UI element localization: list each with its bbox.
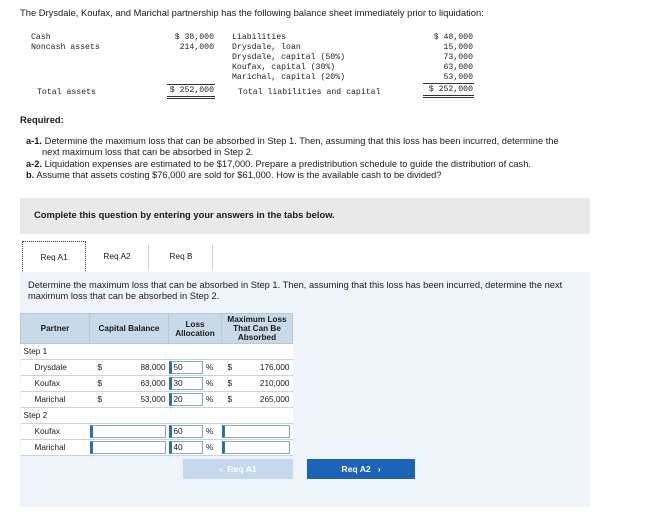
percent-sign: % — [205, 443, 214, 452]
partner-drysdale: Drysdale — [21, 360, 90, 376]
cash-label: Cash — [31, 33, 51, 42]
loss-allocation-marichal-step2-input[interactable]: 40 — [169, 441, 203, 454]
header-capital-balance: Capital Balance — [90, 314, 169, 344]
loss-allocation-koufax-step2-input[interactable]: 60 — [169, 425, 203, 438]
noncash-label: Noncash assets — [31, 43, 100, 52]
req-a1-text: Determine the maximum loss that can be absorbed in Step 1. Then, assuming that this loss has been incurred, determine the — [44, 136, 559, 146]
partner-marichal-step2: Marichal — [21, 440, 90, 456]
chevron-right-icon: › — [377, 464, 381, 474]
cash-value: $ 38,000 — [174, 33, 214, 42]
percent-sign: % — [205, 427, 214, 436]
step-1-label: Step 1 — [21, 344, 293, 360]
loss-allocation-marichal-input[interactable]: 20 — [169, 393, 203, 406]
max-loss-koufax-step2-input[interactable] — [222, 425, 290, 438]
problem-intro: The Drysdale, Koufax, and Marichal partnership has the following balance sheet immediately prior to liquidation: — [20, 7, 484, 18]
req-a2-tag: a-2. — [26, 159, 43, 169]
requirement-a1 — [26, 136, 636, 158]
next-tab-button[interactable] — [307, 459, 415, 479]
table-row — [21, 360, 293, 376]
chevron-left-icon: ‹ — [219, 464, 223, 474]
loan-label: Drysdale, loan — [232, 43, 301, 52]
table-row — [21, 424, 293, 440]
req-a1-text-2: next maximum loss that can be absorbed in Step 2. — [42, 147, 254, 157]
table-row — [21, 392, 293, 408]
required-heading: Required: — [20, 114, 64, 125]
tab-req-b[interactable]: Req B — [169, 251, 193, 261]
table-row — [21, 376, 293, 392]
req-b-tag: b. — [26, 170, 35, 180]
prev-tab-button[interactable] — [183, 459, 293, 479]
total-assets-label: Total assets — [37, 88, 96, 97]
max-loss-koufax: 210,000 — [259, 379, 290, 388]
drysdale-capital-value: 73,000 — [443, 53, 473, 62]
tab-req-a1[interactable]: Req A1 — [22, 241, 86, 273]
loss-allocation-koufax-input[interactable]: 30 — [169, 377, 203, 390]
capital-currency: $ — [97, 363, 103, 372]
instructions-text: Complete this question by entering your answers in the tabs below. — [34, 209, 335, 220]
question-text: Determine the maximum loss that can be absorbed in Step 1. Then, assuming that this loss has been incurred, determine the next maximum loss that can be absorbed in Step 2. — [28, 280, 563, 301]
liabilities-label: Liabilities — [232, 33, 287, 42]
requirement-b — [26, 170, 636, 181]
liabilities-value: $ 48,000 — [433, 33, 473, 42]
header-loss-allocation: Loss Allocation — [169, 314, 222, 344]
tab-req-a2[interactable]: Req A2 — [103, 251, 131, 261]
capital-currency: $ — [97, 379, 103, 388]
percent-sign: % — [205, 379, 214, 388]
total-assets-value: $ 252,000 — [169, 86, 214, 95]
drysdale-capital-label: Drysdale, capital (50%) — [232, 53, 346, 62]
loan-value: 15,000 — [443, 43, 473, 52]
capital-koufax-step2-input[interactable] — [90, 425, 166, 438]
max-loss-drysdale: 176,000 — [259, 363, 290, 372]
marichal-capital-label: Marichal, capital (20%) — [232, 73, 346, 82]
loss-absorption-table — [20, 313, 293, 456]
koufax-capital-value: 63,000 — [443, 63, 473, 72]
max-currency: $ — [227, 363, 233, 372]
percent-sign: % — [205, 363, 214, 372]
partner-marichal: Marichal — [21, 392, 90, 408]
prev-tab-label: Req A1 — [227, 464, 257, 474]
marichal-capital-value: 53,000 — [443, 73, 473, 82]
step-2-label: Step 2 — [21, 408, 293, 424]
header-partner: Partner — [21, 314, 90, 344]
header-max-loss: Maximum Loss That Can Be Absorbed — [222, 314, 293, 344]
capital-drysdale: 88,000 — [140, 363, 166, 372]
max-currency: $ — [227, 395, 233, 404]
partner-koufax-step2: Koufax — [21, 424, 90, 440]
max-loss-marichal: 265,000 — [259, 395, 290, 404]
req-b-text: Assume that assets costing $76,000 are sold for $61,000. How is the available cash to be divided? — [36, 170, 442, 180]
koufax-capital-label: Koufax, capital (30%) — [232, 63, 336, 72]
total-liabilities-label: Total liabilities and capital — [238, 88, 381, 97]
partner-koufax: Koufax — [21, 376, 90, 392]
noncash-value: 214,000 — [179, 43, 214, 52]
requirement-a2 — [26, 159, 636, 170]
req-a2-text: Liquidation expenses are estimated to be $17,000. Prepare a predistribution schedule to guide the distribution of cash. — [44, 159, 531, 169]
max-loss-marichal-step2-input[interactable] — [222, 441, 290, 454]
capital-currency: $ — [97, 395, 103, 404]
instructions-banner — [20, 198, 590, 234]
max-currency: $ — [227, 379, 233, 388]
capital-marichal-step2-input[interactable] — [90, 441, 166, 454]
loss-allocation-drysdale-input[interactable]: 50 — [169, 361, 203, 374]
capital-koufax: 63,000 — [140, 379, 166, 388]
table-row — [21, 440, 293, 456]
total-liabilities-value: $ 252,000 — [428, 85, 473, 94]
next-tab-label: Req A2 — [341, 464, 371, 474]
req-a1-tag: a-1. — [26, 136, 43, 146]
percent-sign: % — [205, 395, 214, 404]
capital-marichal: 53,000 — [140, 395, 166, 404]
